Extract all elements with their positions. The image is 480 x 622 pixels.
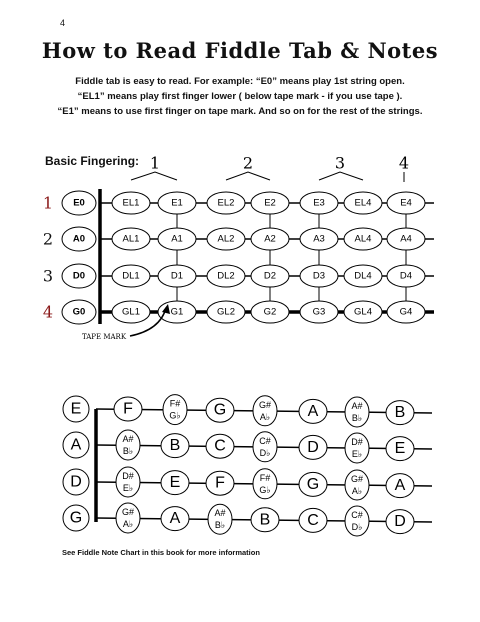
string-number: 2 xyxy=(42,229,54,249)
finger-bracket xyxy=(319,172,363,180)
tab-note-label: DL4 xyxy=(354,270,372,282)
tab-note-label: AL2 xyxy=(217,233,235,245)
finger-number: 3 xyxy=(334,153,346,173)
tab-note-label: EL2 xyxy=(217,197,235,209)
finger-number: 1 xyxy=(149,153,161,173)
tape-mark-label: TAPE MARK xyxy=(81,333,127,341)
note-sharp-label: C# xyxy=(259,435,271,446)
note-label: G xyxy=(306,475,320,493)
tab-note-label: E3 xyxy=(313,197,325,209)
note-flat-label: G♭ xyxy=(259,484,271,495)
tab-note-label: AL1 xyxy=(122,233,140,245)
string-number: 4 xyxy=(42,302,54,322)
tab-note-label: A4 xyxy=(400,233,412,245)
note-sharp-label: G# xyxy=(350,474,364,484)
open-string-note: E xyxy=(70,400,82,418)
tab-note-label: D2 xyxy=(263,270,277,282)
tab-note-label: G2 xyxy=(263,306,277,318)
note-flat-label: E♭ xyxy=(122,483,134,493)
note-label: D xyxy=(394,513,406,531)
note-label: E xyxy=(394,440,406,458)
note-label: E xyxy=(169,474,181,492)
string-number: 1 xyxy=(42,193,54,213)
finger-bracket xyxy=(226,172,270,180)
intro-line: “EL1” means play first finger lower ( below tape mark - if you use tape ). xyxy=(77,91,403,102)
open-string-note: D xyxy=(70,473,82,491)
open-string-label: G0 xyxy=(72,306,86,318)
tab-note-label: AL4 xyxy=(354,233,372,245)
note-label: A xyxy=(169,510,181,528)
tab-note-label: GL1 xyxy=(122,306,140,318)
note-sharp-label: F# xyxy=(169,398,181,409)
tab-note-label: A3 xyxy=(313,233,325,245)
page-number: 4 xyxy=(60,18,66,28)
tab-note-label: G1 xyxy=(170,306,184,318)
tab-note-label: A1 xyxy=(171,233,183,245)
tab-note-label: D1 xyxy=(170,270,184,282)
note-label: D xyxy=(307,438,319,456)
intro-line: “E1” means to use first finger on tape mark. And so on for the rest of the strings. xyxy=(57,106,423,117)
tab-note-label: GL4 xyxy=(354,306,372,318)
intro-line: Fiddle tab is easy to read. For example: “E0” means play 1st string open. xyxy=(75,76,405,87)
tab-note-label: E4 xyxy=(400,197,412,209)
tab-note-label: D3 xyxy=(312,270,326,282)
note-sharp-label: F# xyxy=(259,472,271,483)
note-label: B xyxy=(394,404,406,422)
tab-note-label: E1 xyxy=(171,197,183,209)
note-sharp-label: A# xyxy=(214,508,226,519)
string-number: 3 xyxy=(42,266,54,286)
open-string-label: E0 xyxy=(73,197,85,209)
tab-note-label: G4 xyxy=(399,306,413,318)
note-label: G xyxy=(213,401,227,419)
note-label: F xyxy=(215,474,225,492)
note-sharp-label: D# xyxy=(351,437,363,447)
finger-number: 2 xyxy=(242,153,254,173)
page-title: How to Read Fiddle Tab & Notes xyxy=(41,38,439,63)
note-label: C xyxy=(307,511,319,529)
note-sharp-label: A# xyxy=(122,434,134,444)
open-string-label: D0 xyxy=(72,270,86,282)
note-sharp-label: G# xyxy=(121,507,135,517)
note-label: F xyxy=(123,400,133,418)
tab-note-label: EL1 xyxy=(122,197,140,209)
note-flat-label: D♭ xyxy=(259,447,271,458)
note-flat-label: G♭ xyxy=(169,410,181,421)
note-flat-label: B♭ xyxy=(214,520,226,531)
note-flat-label: A♭ xyxy=(122,519,134,529)
note-flat-label: B♭ xyxy=(122,446,134,456)
tab-note-label: E2 xyxy=(264,197,276,209)
tab-note-label: A2 xyxy=(264,233,276,245)
tab-note-label: EL4 xyxy=(354,197,372,209)
tab-note-label: G3 xyxy=(312,306,326,318)
note-sharp-label: C# xyxy=(351,510,363,520)
open-string-note: G xyxy=(69,509,83,527)
finger-number: 4 xyxy=(398,153,410,173)
note-flat-label: D♭ xyxy=(351,522,363,532)
note-label: B xyxy=(259,511,271,529)
note-sharp-label: D# xyxy=(122,471,134,481)
tab-note-label: DL2 xyxy=(217,270,235,282)
note-label: A xyxy=(307,402,319,420)
note-flat-label: E♭ xyxy=(351,449,363,459)
note-flat-label: B♭ xyxy=(351,413,363,423)
tab-note-label: DL1 xyxy=(122,270,140,282)
tab-note-label: D4 xyxy=(399,270,413,282)
tab-note-label: GL2 xyxy=(217,306,235,318)
open-string-label: A0 xyxy=(72,233,86,245)
note-label: B xyxy=(169,437,181,455)
basic-fingering-label: Basic Fingering: xyxy=(45,154,140,168)
footnote: See Fiddle Note Chart in this book for more information xyxy=(62,548,260,557)
note-sharp-label: G# xyxy=(258,399,272,410)
note-sharp-label: A# xyxy=(351,401,363,411)
note-label: A xyxy=(394,477,406,495)
note-flat-label: A♭ xyxy=(259,411,271,422)
open-string-note: A xyxy=(70,436,82,454)
finger-bracket xyxy=(131,172,177,180)
note-label: C xyxy=(214,437,226,455)
note-flat-label: A♭ xyxy=(351,486,363,496)
